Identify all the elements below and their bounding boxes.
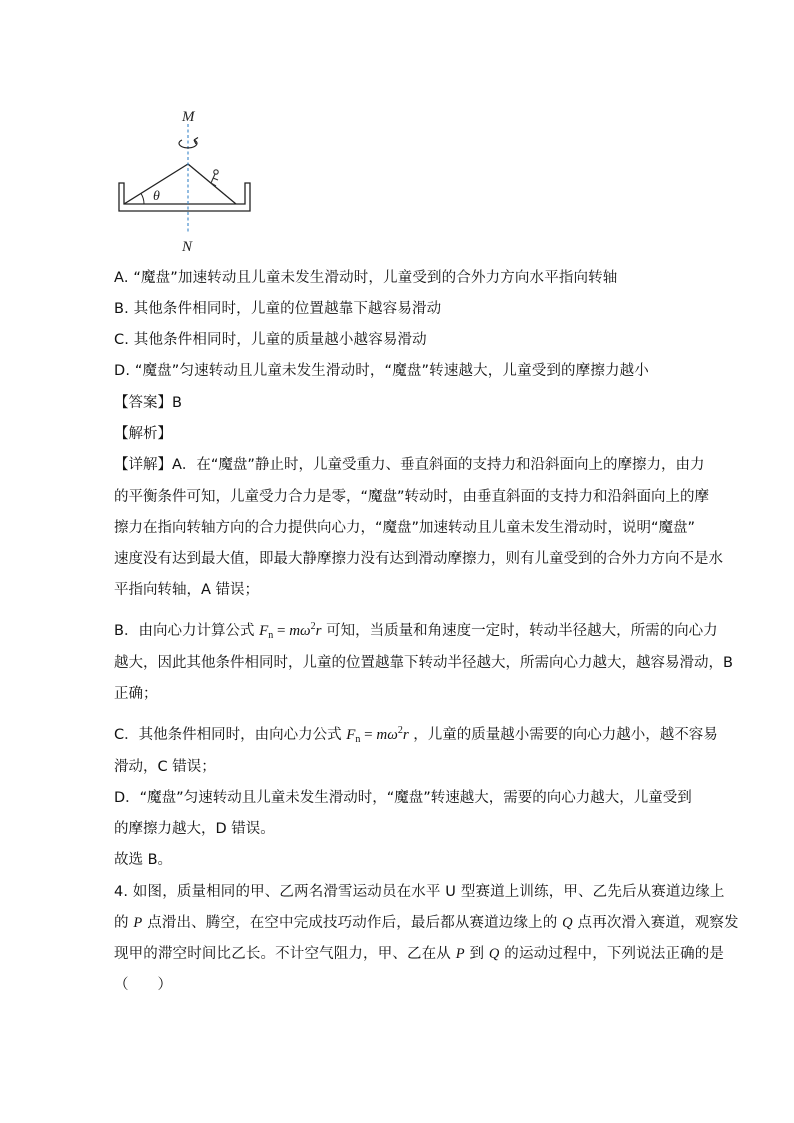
child-icon: [211, 170, 218, 186]
option-a: A. “魔盘”加速转动且儿童未发生滑动时，儿童受到的合外力方向水平指向转轴: [114, 270, 618, 286]
detail-a-line-3: 擦力在指向转轴方向的合力提供向心力，“魔盘”加速转动且儿童未发生滑动时，说明“魔盘”: [114, 520, 696, 536]
detail-c-suffix: ，儿童的质量越小需要的向心力越小，越不容易: [413, 727, 718, 743]
detail-a-line-2: 的平衡条件可知，儿童受力合力是零，“魔盘”转动时，由垂直斜面的支持力和沿斜面向上的摩: [114, 489, 710, 505]
answer-line: 【答案】B: [114, 395, 182, 411]
label-n: N: [182, 239, 193, 255]
detail-c-prefix: C．其他条件相同时，由向心力公式: [114, 727, 342, 743]
dish-outline: [119, 183, 250, 211]
detail-d-line-1: D．“魔盘”匀速转动且儿童未发生滑动时，“魔盘”转速越大，需要的向心力越大，儿童受到: [114, 790, 692, 806]
detail-a-line-5: 平指向转轴，A 错误；: [114, 582, 260, 598]
formula-centripetal: $F_n = m\omega^2r$: [259, 621, 322, 641]
question4-choices-placeholder: （ ）: [114, 977, 172, 993]
question4-line-3: 现甲的滞空时间比乙长。不计空气阻力，甲、乙在从 P 到 Q 的运动过程中，下列说法正确的是: [114, 946, 725, 962]
option-b: B. 其他条件相同时，儿童的位置越靠下越容易滑动: [114, 301, 442, 317]
detail-c-line-1: [114, 721, 718, 750]
label-theta: θ: [153, 189, 160, 204]
rotating-disk-figure: [112, 100, 262, 260]
conclusion: 故选 B。: [114, 852, 173, 868]
option-d: D. “魔盘”匀速转动且儿童未发生滑动时，“魔盘”转速越大，儿童受到的摩擦力越小: [114, 363, 649, 379]
option-c: C. 其他条件相同时，儿童的质量越小越容易滑动: [114, 332, 427, 348]
detail-b-line-2: 越大，因此其他条件相同时，儿童的位置越靠下转动半径越大，所需向心力越大，越容易滑动，B: [114, 655, 733, 671]
detail-c-line-2: 滑动，C 错误；: [114, 759, 216, 775]
label-m: M: [182, 109, 195, 125]
question4-line-2: 的 P 点滑出、腾空，在空中完成技巧动作后，最后都从赛道边缘上的 Q 点再次滑入赛道，观察发: [114, 915, 739, 931]
angle-arc: [141, 194, 144, 205]
formula-centripetal-2: $F_n = m\omega^2r$: [346, 725, 409, 745]
detail-a-line-1: 【详解】A．在“魔盘”静止时，儿童受重力、垂直斜面的支持力和沿斜面向上的摩擦力，由力: [114, 457, 705, 473]
question4-line-1: 4. 如图，质量相同的甲、乙两名滑雪运动员在水平 U 型赛道上训练，甲、乙先后从赛道边缘上: [114, 884, 725, 900]
detail-a-line-4: 速度没有达到最大值，即最大静摩擦力没有达到滑动摩擦力，则有儿童受到的合外力方向不是水: [114, 551, 723, 567]
detail-b-line-3: 正确；: [114, 686, 158, 702]
analysis-heading: 【解析】: [114, 426, 172, 442]
detail-b-suffix: 可知，当质量和角速度一定时，转动半径越大，所需的向心力: [326, 623, 718, 639]
detail-d-line-2: 的摩擦力越大，D 错误。: [114, 821, 275, 837]
detail-b-prefix: B．由向心力计算公式: [114, 623, 255, 639]
detail-b-line-1: [114, 617, 718, 646]
